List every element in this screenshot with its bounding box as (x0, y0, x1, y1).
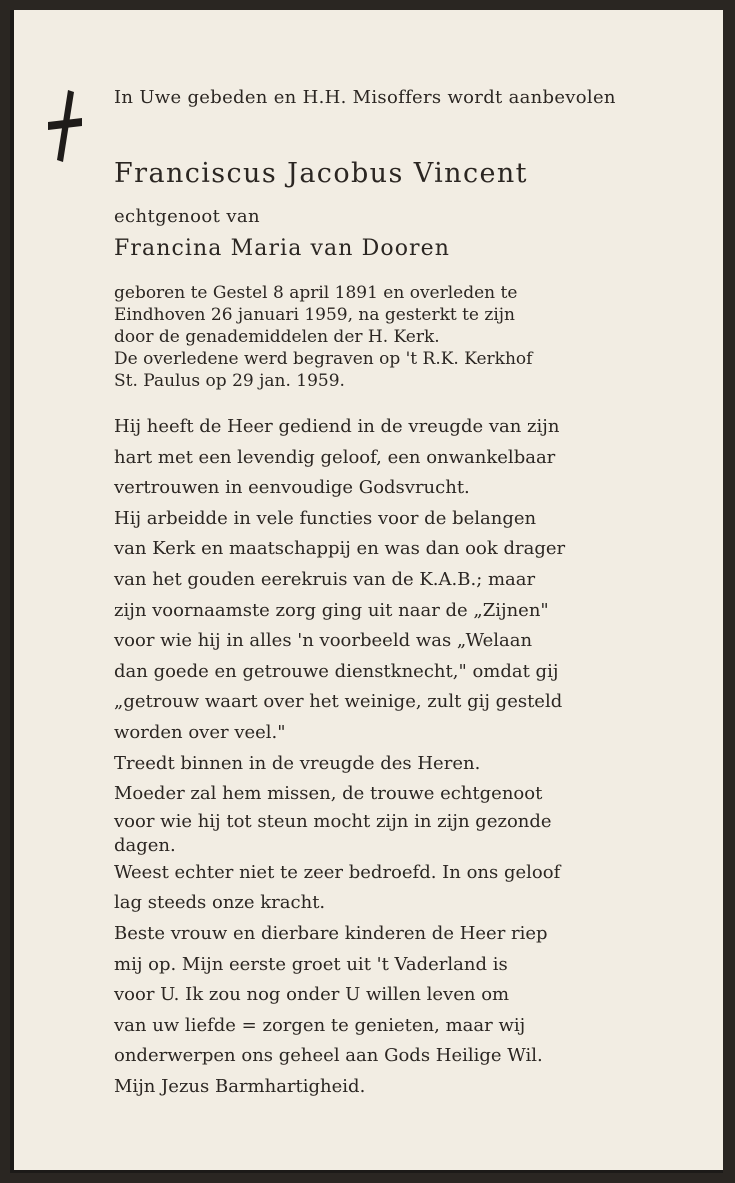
body-line: van het gouden eerekruis van de K.A.B.; maar (114, 568, 536, 590)
body-line: lag steeds onze kracht. (114, 892, 326, 914)
body-line: dan goede en getrouwe dienstknecht," omdat gij (114, 660, 559, 682)
body-line: hart met een levendig geloof, een onwankelbaar (114, 446, 556, 468)
body-line: Beste vrouw en dierbare kinderen de Heer riep (114, 922, 548, 944)
body-line: mij op. Mijn eerste groet uit 't Vaderland is (114, 953, 508, 975)
deceased-name: Franciscus Jacobus Vincent (114, 158, 528, 189)
body-line: worden over veel." (114, 721, 286, 743)
body-line: Weest echter niet te zeer bedroefd. In ons geloof (114, 861, 561, 883)
body-line: van uw liefde = zorgen te genieten, maar wij (114, 1014, 526, 1036)
body-line: „getrouw waart over het weinige, zult gij gesteld (114, 691, 563, 713)
body-line: Moeder zal hem missen, de trouwe echtgenoot (114, 783, 543, 805)
body-line: onderwerpen ons geheel aan Gods Heilige Wil. (114, 1045, 543, 1067)
body-line: zijn voornaamste zorg ging uit naar de „Zijnen" (114, 599, 549, 621)
body-line: vertrouwen in eenvoudige Godsvrucht. (114, 477, 470, 499)
body-line: Treedt binnen in de vreugde des Heren. (114, 752, 481, 774)
spouse-label: echtgenoot van (114, 206, 261, 227)
bio-line: geboren te Gestel 8 april 1891 en overleden te (114, 283, 518, 303)
bio-line: St. Paulus op 29 jan. 1959. (114, 371, 345, 391)
body-line: voor wie hij tot steun mocht zijn in zijn gezonde (114, 810, 552, 832)
bio-line: De overledene werd begraven op 't R.K. Kerkhof (114, 349, 533, 369)
cross-icon (44, 88, 84, 166)
body-line: voor wie hij in alles 'n voorbeeld was „Welaan (114, 630, 533, 652)
spouse-name: Francina Maria van Dooren (114, 236, 451, 261)
bio-line: door de genademiddelen der H. Kerk. (114, 327, 440, 347)
intro-text: In Uwe gebeden en H.H. Misoffers wordt aanbevolen (114, 87, 616, 108)
body-line: voor U. Ik zou nog onder U willen leven om (114, 984, 510, 1006)
body-line: Hij heeft de Heer gediend in de vreugde van zijn (114, 416, 560, 437)
body-line: Hij arbeidde in vele functies voor de belangen (114, 507, 537, 529)
body-line: dagen. (114, 834, 176, 856)
bio-line: Eindhoven 26 januari 1959, na gesterkt te zijn (114, 305, 516, 325)
biography (114, 282, 664, 392)
tribute-text (114, 412, 689, 1102)
body-line: Mijn Jezus Barmhartigheid. (114, 1075, 366, 1097)
body-line: van Kerk en maatschappij en was dan ook drager (114, 538, 566, 560)
memorial-card (10, 10, 723, 1173)
